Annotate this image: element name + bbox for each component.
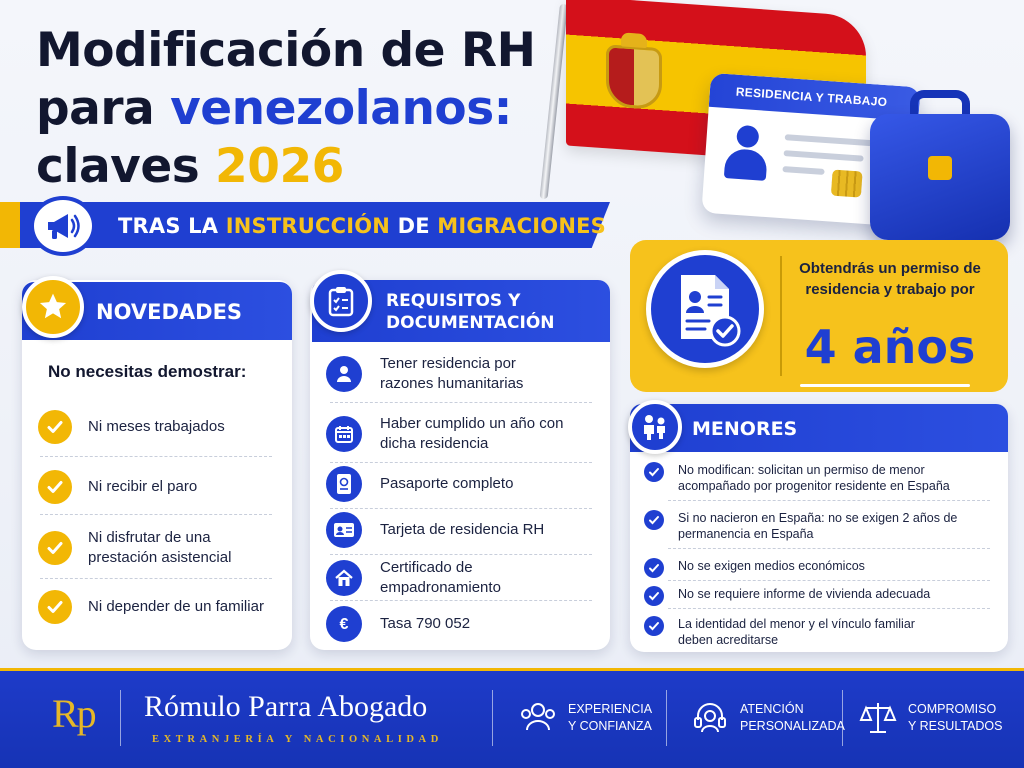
calendar-icon [326,416,362,452]
menores-item-text: No se requiere informe de vivienda adecuada [678,587,931,601]
banner-highlight-2: MIGRACIONES [437,214,606,238]
list-item [644,616,994,648]
menores-item-text: La identidad del menor y el vínculo familiar deben acreditarse [678,617,915,647]
feature-text [568,701,652,735]
requisitos-title-line-2: DOCUMENTACIÓN [386,313,555,333]
title-line-2: para [36,81,171,136]
list-item [326,414,596,454]
feature-attention [690,698,845,738]
brand-tagline: EXTRANJERÍA Y NACIONALIDAD [152,734,443,745]
feature-text [908,701,1002,735]
list-item [644,558,994,578]
briefcase-icon [870,104,1010,240]
passport-icon [326,466,362,502]
feature-commitment [858,698,1002,738]
requisito-text: Tasa 790 052 [380,615,471,632]
card-line [782,166,824,175]
list-item [38,470,274,504]
list-item [644,586,994,606]
requisito-text: Tarjeta de residencia RH [380,521,545,538]
list-item [326,558,596,598]
menores-item-text: Si no nacieron en España: no se exigen 2 años de permanencia en España [678,511,958,541]
megaphone-icon [30,196,96,256]
feature-line: PERSONALIZADA [740,719,845,733]
feature-line: Y RESULTADOS [908,719,1003,733]
banner-text [118,214,606,238]
divider [330,462,592,463]
menores-title: MENORES [692,418,798,440]
permit-text: Obtendrás un permiso de residencia y trabajo por [799,260,981,298]
banner-prefix: TRAS LA [118,214,226,238]
check-icon [38,590,72,624]
novedades-item-text: Ni meses trabajados [88,418,225,435]
divider [40,514,272,515]
title-line-1: Modificación de RH [36,23,536,78]
feature-line: Y CONFIANZA [568,719,652,733]
underline-decoration [800,384,970,387]
id-card-icon [326,512,362,548]
title-line-3: claves [36,139,216,194]
svg-text:€: € [339,616,349,633]
requisito-text: Tener residencia por razones humanitarias [380,355,524,392]
clipboard-icon [310,270,372,332]
scales-icon [858,698,898,738]
banner-middle: DE [390,214,438,238]
divider [330,554,592,555]
children-icon [628,400,682,454]
list-item [326,354,596,394]
permit-duration: 4 años [804,320,976,374]
feature-experience [518,698,652,738]
check-icon [644,586,664,606]
coat-of-arms-icon [606,44,662,110]
list-item [38,528,274,568]
divider [40,456,272,457]
title-highlight-year: 2026 [215,139,344,194]
requisito-text: Haber cumplido un año con dicha residencia [380,415,564,452]
page-title [36,22,596,196]
check-icon [644,558,664,578]
logo: Rp [52,691,95,736]
card-line [784,150,864,162]
divider [666,690,667,746]
novedades-item-text: Ni disfrutar de una prestación asistencial [88,529,232,566]
card-avatar-icon [721,124,771,187]
divider [668,580,990,581]
check-icon [644,616,664,636]
list-item [644,462,994,494]
divider [330,508,592,509]
star-icon [22,276,84,338]
divider [330,402,592,403]
list-item [38,590,274,624]
menores-item-text: No se exigen medios económicos [678,559,865,573]
novedades-subtitle: No necesitas demostrar: [48,362,247,381]
banner-highlight: INSTRUCCIÓN [225,214,391,238]
check-icon [644,462,664,482]
divider [668,548,990,549]
novedades-title: NOVEDADES [96,300,243,324]
divider [842,690,843,746]
card-chip-icon [831,170,863,198]
check-icon [38,470,72,504]
list-item [326,466,596,502]
headset-icon [690,698,730,738]
novedades-item-text: Ni recibir el paro [88,478,198,495]
feature-line: ATENCIÓN [740,702,804,716]
house-icon [326,560,362,596]
list-item [644,510,994,542]
list-item [38,410,274,444]
menores-header [630,404,1008,452]
list-item [326,606,596,642]
feature-line: EXPERIENCIA [568,702,653,716]
euro-icon [326,606,362,642]
divider [40,578,272,579]
divider [668,500,990,501]
residence-card-label: RESIDENCIA Y TRABAJO [709,73,921,122]
divider [668,608,990,609]
check-icon [38,410,72,444]
feature-line: COMPROMISO [908,702,997,716]
check-icon [38,531,72,565]
divider [780,256,782,376]
people-icon [518,698,558,738]
feature-text [740,701,845,735]
requisitos-title [386,290,555,334]
divider [330,600,592,601]
person-icon [326,356,362,392]
brand-name: Rómulo Parra Abogado [144,690,428,723]
list-item [326,512,596,548]
title-highlight-venezolanos: venezolanos: [170,81,512,136]
menores-item-text: No modifican: solicitan un permiso de menor acompañado por progenitor residente en España [678,463,950,493]
document-check-icon [646,250,764,368]
divider [120,690,121,746]
novedades-item-text: Ni depender de un familiar [88,598,264,615]
requisito-text: Certificado de empadronamiento [380,559,501,596]
check-icon [644,510,664,530]
requisito-text: Pasaporte completo [380,475,514,492]
divider [492,690,493,746]
requisitos-title-line-1: REQUISITOS Y [386,291,521,311]
